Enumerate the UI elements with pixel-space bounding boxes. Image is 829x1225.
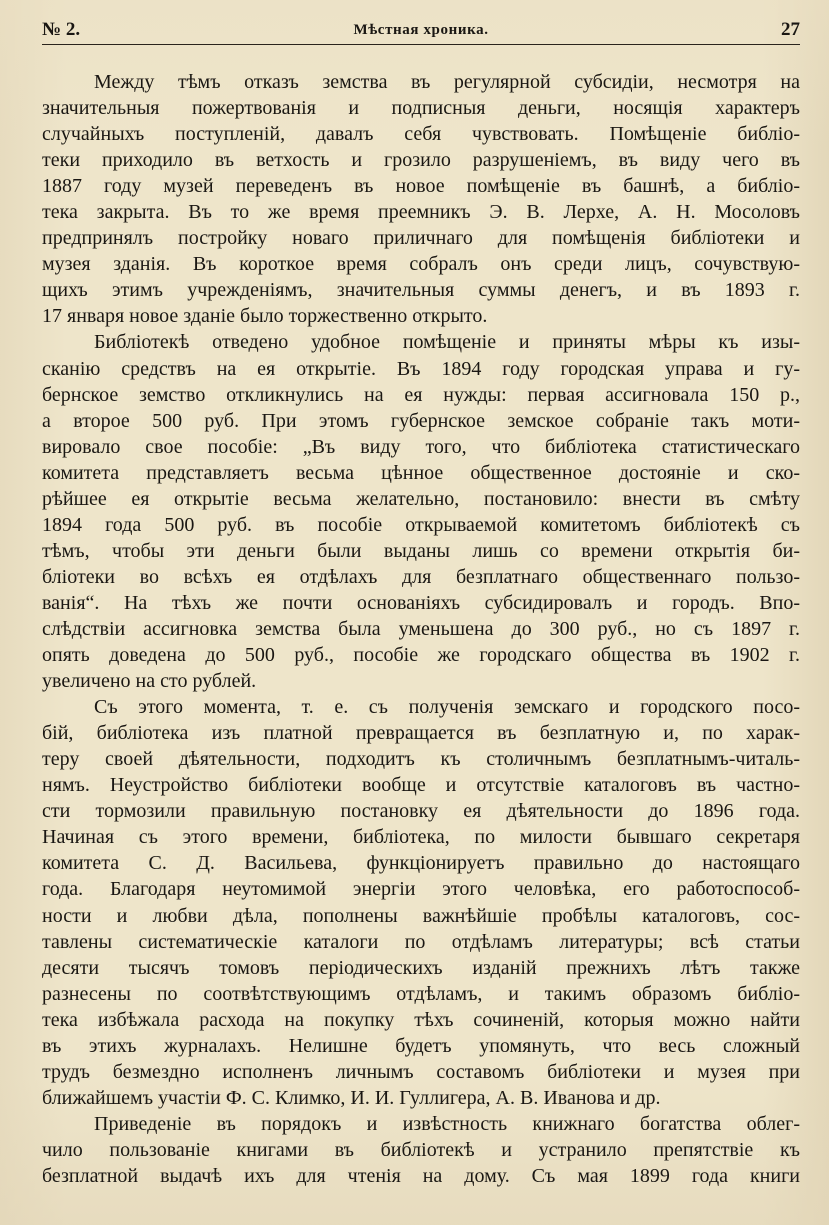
text-line: Библіотекѣ отведено удобное помѣщеніе и приняты мѣры къ изы-: [94, 331, 800, 354]
running-title: Мѣстная хроника.: [353, 22, 489, 38]
text-line: ближайшемъ участіи Ф. С. Климко, И. И. Гуллигера, А. В. Иванова и др.: [42, 1086, 661, 1109]
text-line: Начиная съ этого времени, библіотека, по милости бывшаго секретаря: [42, 826, 800, 849]
text-line: предпринялъ постройку новаго приличнаго для помѣщенія библіотеки и: [42, 227, 800, 250]
text-line: безплатной выдачѣ ихъ для чтенія на дому. Съ мая 1899 года книги: [42, 1164, 800, 1187]
text-line: рѣйшее ея открытіе весьма желательно, постановило: внести въ смѣту: [42, 487, 800, 510]
text-line: теки приходило въ ветхость и грозило разрушеніемъ, въ виду чего въ: [42, 149, 800, 172]
text-line: бліотеки во всѣхъ ея отдѣлахъ для безплатнаго общественнаго пользо-: [42, 565, 800, 588]
text-line: ванія“. На тѣхъ же почти основаніяхъ субсидировалъ и городъ. Впо-: [42, 591, 800, 614]
text-line: значительныя пожертвованія и подписныя деньги, носящія характеръ: [42, 97, 800, 120]
text-line: вировало свое пособіе: „Въ виду того, что библіотека статистическаго: [42, 435, 800, 458]
text-line: комитета представляетъ весьма цѣнное общественное достояніе и ско-: [42, 461, 800, 484]
text-line: Съ этого момента, т. е. съ полученія земскаго и городского посо-: [94, 696, 800, 719]
text-line: теру своей дѣятельности, подходитъ къ столичнымъ безплатнымъ-читаль-: [42, 748, 800, 771]
text-line: комитета С. Д. Васильева, функціонируетъ правильно до настоящаго: [42, 852, 800, 875]
text-line: тека избѣжала расхода на покупку тѣхъ сочиненій, которыя можно найти: [42, 1008, 800, 1031]
text-line: тѣмъ, чтобы эти деньги были выданы лишь со времени открытія би-: [42, 539, 800, 562]
text-line: 17 января новое зданіе было торжественно открыто.: [42, 305, 488, 328]
text-line: бій, библіотека изъ платной превращается въ безплатную и, по харак-: [42, 722, 800, 745]
text-line: тавлены систематическіе каталоги по отдѣламъ литературы; всѣ статьи: [42, 930, 800, 953]
text-line: сти тормозили правильную постановку ея дѣятельности до 1896 года.: [42, 800, 800, 823]
body-text: [42, 69, 800, 1189]
text-line: трудъ безмездно исполненъ личнымъ составомъ библіотеки и музея при: [42, 1060, 800, 1083]
text-line: 1887 году музей переведенъ въ новое помѣщеніе въ башнѣ, а библіо-: [42, 175, 800, 198]
text-line: ности и любви дѣла, пополнены важнѣйшіе пробѣлы каталоговъ, сос-: [42, 904, 800, 927]
text-line: десяти тысячъ томовъ періодическихъ изданій прежнихъ лѣтъ также: [42, 956, 800, 979]
text-line: тека закрыта. Въ то же время преемникъ Э. В. Лерхе, А. Н. Мосоловъ: [42, 201, 800, 224]
text-line: Между тѣмъ отказъ земства въ регулярной субсидіи, несмотря на: [94, 71, 800, 93]
text-line: въ этихъ журналахъ. Нелишне будетъ упомянуть, что весь сложный: [42, 1034, 800, 1057]
text-line: случайныхъ поступленій, давалъ себя чувствовать. Помѣщеніе библіо-: [42, 123, 800, 146]
text-line: опять доведена до 500 руб., пособіе же городскаго общества въ 1902 г.: [42, 644, 800, 667]
text-line: Приведеніе въ порядокъ и извѣстность книжнаго богатства облег-: [94, 1112, 800, 1135]
text-line: бернское земство откликнулись на ея нужды: первая ассигновала 150 р.,: [42, 383, 800, 406]
text-line: нямъ. Неустройство библіотеки вообще и отсутствіе каталоговъ въ частно-: [42, 774, 800, 797]
text-line: 1894 года 500 руб. въ пособіе открываемой комитетомъ библіотекѣ съ: [42, 513, 800, 536]
text-line: сканію средствъ на ея открытіе. Въ 1894 году городская управа и гу-: [42, 357, 800, 380]
text-line: слѣдствіи ассигновка земства была уменьшена до 300 руб., но съ 1897 г.: [42, 617, 800, 640]
running-header: [42, 18, 800, 44]
text-line: музея зданія. Въ короткое время собралъ онъ среди лицъ, сочувствую-: [42, 253, 800, 276]
text-line: а второе 500 руб. При этомъ губернское земское собраніе такъ моти-: [42, 409, 800, 432]
text-line: щихъ этимъ учрежденіямъ, значительныя суммы денегъ, и въ 1893 г.: [42, 279, 800, 302]
text-line: разнесены по соотвѣтствующимъ отдѣламъ, и такимъ образомъ библіо-: [42, 982, 800, 1005]
text-line: чило пользованіе книгами въ библіотекѣ и устранило препятствіе къ: [42, 1138, 800, 1161]
page-number: 27: [781, 19, 800, 40]
text-line: увеличено на сто рублей.: [42, 670, 257, 693]
issue-number: № 2.: [42, 19, 81, 40]
header-rule: [42, 44, 800, 45]
text-line: года. Благодаря неутомимой энергіи этого человѣка, его работоспособ-: [42, 878, 800, 901]
